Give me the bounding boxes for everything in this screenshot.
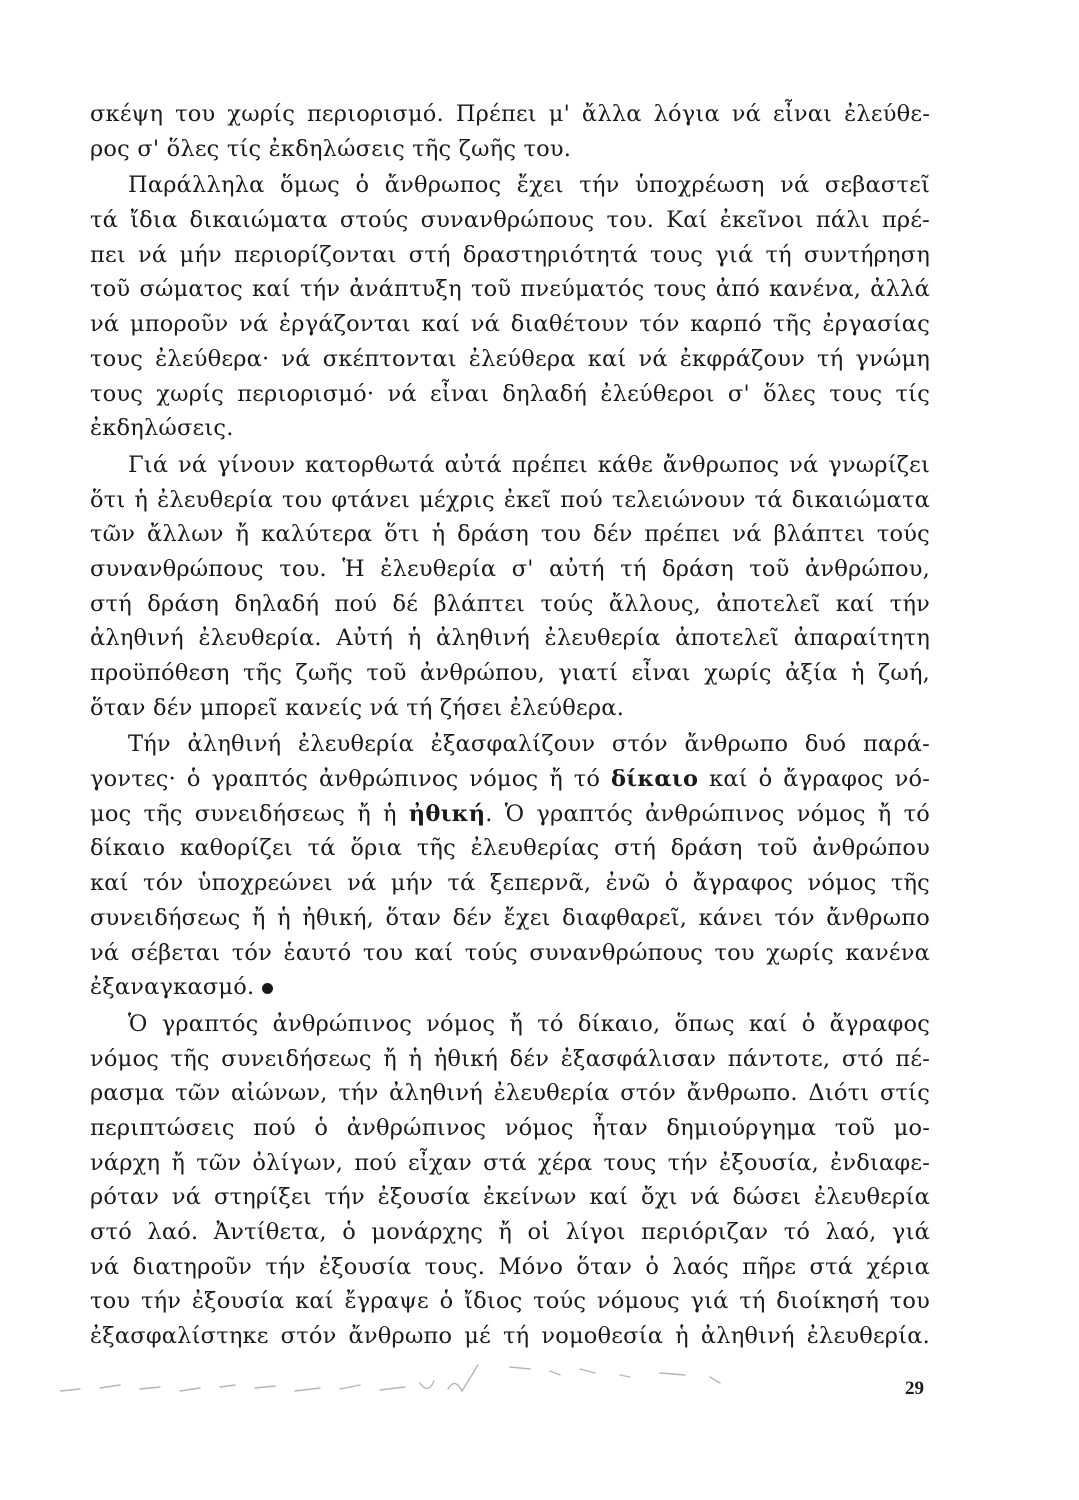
text-line: νά διατηροῦν τήν ἐξουσία τους. Μόνο ὅταν ὁ λαός πῆρε στά χέρια xyxy=(90,1253,930,1280)
text-line: τοῦ σώματος καί τήν ἀνάπτυξη τοῦ πνεύματός τους ἀπό κανένα, ἀλλά xyxy=(90,276,930,303)
text-line: ρασμα τῶν αἰώνων, τήν ἀληθινή ἐλευθερία στόν ἄνθρωπο. Διότι στίς xyxy=(90,1080,930,1107)
text-line: ὅταν δέν μπορεῖ κανείς νά τή ζήσει ἐλεύθερα. xyxy=(90,694,625,721)
bleed-through-scribble xyxy=(60,1355,820,1405)
text-line: ἐξασφαλίστηκε στόν ἄνθρωπο μέ τή νομοθεσία ἡ ἀληθινή ἐλευθερία. xyxy=(90,1323,930,1350)
text-line: ὅτι ἡ ἐλευθερία του φτάνει μέχρις ἐκεῖ πού τελειώνουν τά δικαιώματα xyxy=(90,486,930,513)
text-line: προϋπόθεση τῆς ζωῆς τοῦ ἀνθρώπου, γιατί εἶναι χωρίς ἀξία ἡ ζωή, xyxy=(90,660,930,686)
text-line: σκέψη του χωρίς περιορισμό. Πρέπει μ' ἄλλα λόγια νά εἶναι ἐλεύθε- xyxy=(90,101,930,127)
text-line: στό λαό. Ἀντίθετα, ὁ μονάρχης ἤ οἱ λίγοι περιόριζαν τό λαό, γιά xyxy=(90,1219,930,1245)
text-line: Γιά νά γίνουν κατορθωτά αὐτά πρέπει κάθε ἄνθρωπος νά γνωρίζει xyxy=(128,451,930,478)
text-line: Ὁ γραπτός ἀνθρώπινος νόμος ἤ τό δίκαιο, ὅπως καί ὁ ἄγραφος xyxy=(128,1010,930,1037)
bold-term: δίκαιο xyxy=(611,766,699,793)
text-line: πει νά μήν περιορίζονται στή δραστηριότητά τους γιά τή συντήρηση xyxy=(90,241,930,268)
text-line: ἐκδηλώσεις. xyxy=(90,415,234,442)
text-line: νάρχη ἤ τῶν ὀλίγων, πού εἶχαν στά χέρα τους τήν ἐξουσία, ἐνδιαφε- xyxy=(90,1149,930,1176)
text-line: δίκαιο καθορίζει τά ὅρια τῆς ἐλευθερίας στή δράση τοῦ ἀνθρώπου xyxy=(90,835,930,862)
text-line: στή δράση δηλαδή πού δέ βλάπτει τούς ἄλλους, ἀποτελεῖ καί τήν xyxy=(90,590,930,617)
page-body xyxy=(90,97,930,1354)
bold-term: ἠθική xyxy=(408,800,486,827)
text-line: Παράλληλα ὅμως ὁ ἄνθρωπος ἔχει τήν ὑποχρέωση νά σεβαστεῖ xyxy=(128,172,930,199)
text-line: νά μποροῦν νά ἐργάζονται καί νά διαθέτουν τόν καρπό τῆς ἐργασίας xyxy=(90,311,930,338)
text-line-with-bold: γοντες· ὁ γραπτός ἀνθρώπινος νόμος ἤ τό δίκαιο καί ὁ ἄγραφος νό- xyxy=(90,766,930,793)
text-line-with-bold: μος τῆς συνειδήσεως ἤ ἡ ἠθική. Ὁ γραπτός ἀνθρώπινος νόμος ἤ τό xyxy=(90,800,930,827)
page-number: 29 xyxy=(905,1378,924,1399)
text-fragment: ἐξαναγκασμό. xyxy=(90,974,255,1001)
text-line: περιπτώσεις πού ὁ ἀνθρώπινος νόμος ἦταν δημιούργημα τοῦ μο- xyxy=(90,1114,930,1141)
text-line xyxy=(90,970,930,1005)
text-line: συνειδήσεως ἤ ἡ ἠθική, ὅταν δέν ἔχει διαφθαρεῖ, κάνει τόν ἄνθρωπο xyxy=(90,904,930,931)
text-line: νά σέβεται τόν ἑαυτό του καί τούς συνανθρώπους του χωρίς κανένα xyxy=(90,939,930,966)
text-line: ἀληθινή ἐλευθερία. Αὐτή ἡ ἀληθινή ἐλευθερία ἀποτελεῖ ἀπαραίτητη xyxy=(90,625,930,652)
text-line: ρόταν νά στηρίξει τήν ἐξουσία ἐκείνων καί ὄχι νά δώσει ἐλευθερία xyxy=(90,1184,930,1211)
text-line: ρος σ' ὅλες τίς ἐκδηλώσεις τῆς ζωῆς του. xyxy=(90,135,572,162)
text-line: τους ἐλεύθερα· νά σκέπτονται ἐλεύθερα καί νά ἐκφράζουν τή γνώμη xyxy=(90,345,930,372)
text-line: καί τόν ὑποχρεώνει νά μήν τά ξεπερνᾶ, ἐνῶ ὁ ἄγραφος νόμος τῆς xyxy=(90,870,930,897)
text-line: νόμος τῆς συνειδήσεως ἤ ἡ ἠθική δέν ἐξασφάλισαν πάντοτε, στό πέ- xyxy=(90,1045,930,1072)
text-line: του τήν ἐξουσία καί ἔγραψε ὁ ἴδιος τούς νόμους γιά τή διοίκησή του xyxy=(90,1288,930,1315)
text-line: τῶν ἄλλων ἤ καλύτερα ὅτι ἡ δράση του δέν πρέπει νά βλάπτει τούς xyxy=(90,521,930,548)
text-line: συνανθρώπους του. Ἡ ἐλευθερία σ' αὐτή τή δράση τοῦ ἀνθρώπου, xyxy=(90,555,930,582)
text-line: τους χωρίς περιορισμό· νά εἶναι δηλαδή ἐλεύθεροι σ' ὅλες τους τίς xyxy=(90,380,930,407)
text-line: τά ἴδια δικαιώματα στούς συνανθρώπους του. Καί ἐκεῖνοι πάλι πρέ- xyxy=(90,207,930,234)
ink-blot-icon xyxy=(262,983,273,994)
text-line: Τήν ἀληθινή ἐλευθερία ἐξασφαλίζουν στόν ἄνθρωπο δυό παρά- xyxy=(128,731,930,758)
